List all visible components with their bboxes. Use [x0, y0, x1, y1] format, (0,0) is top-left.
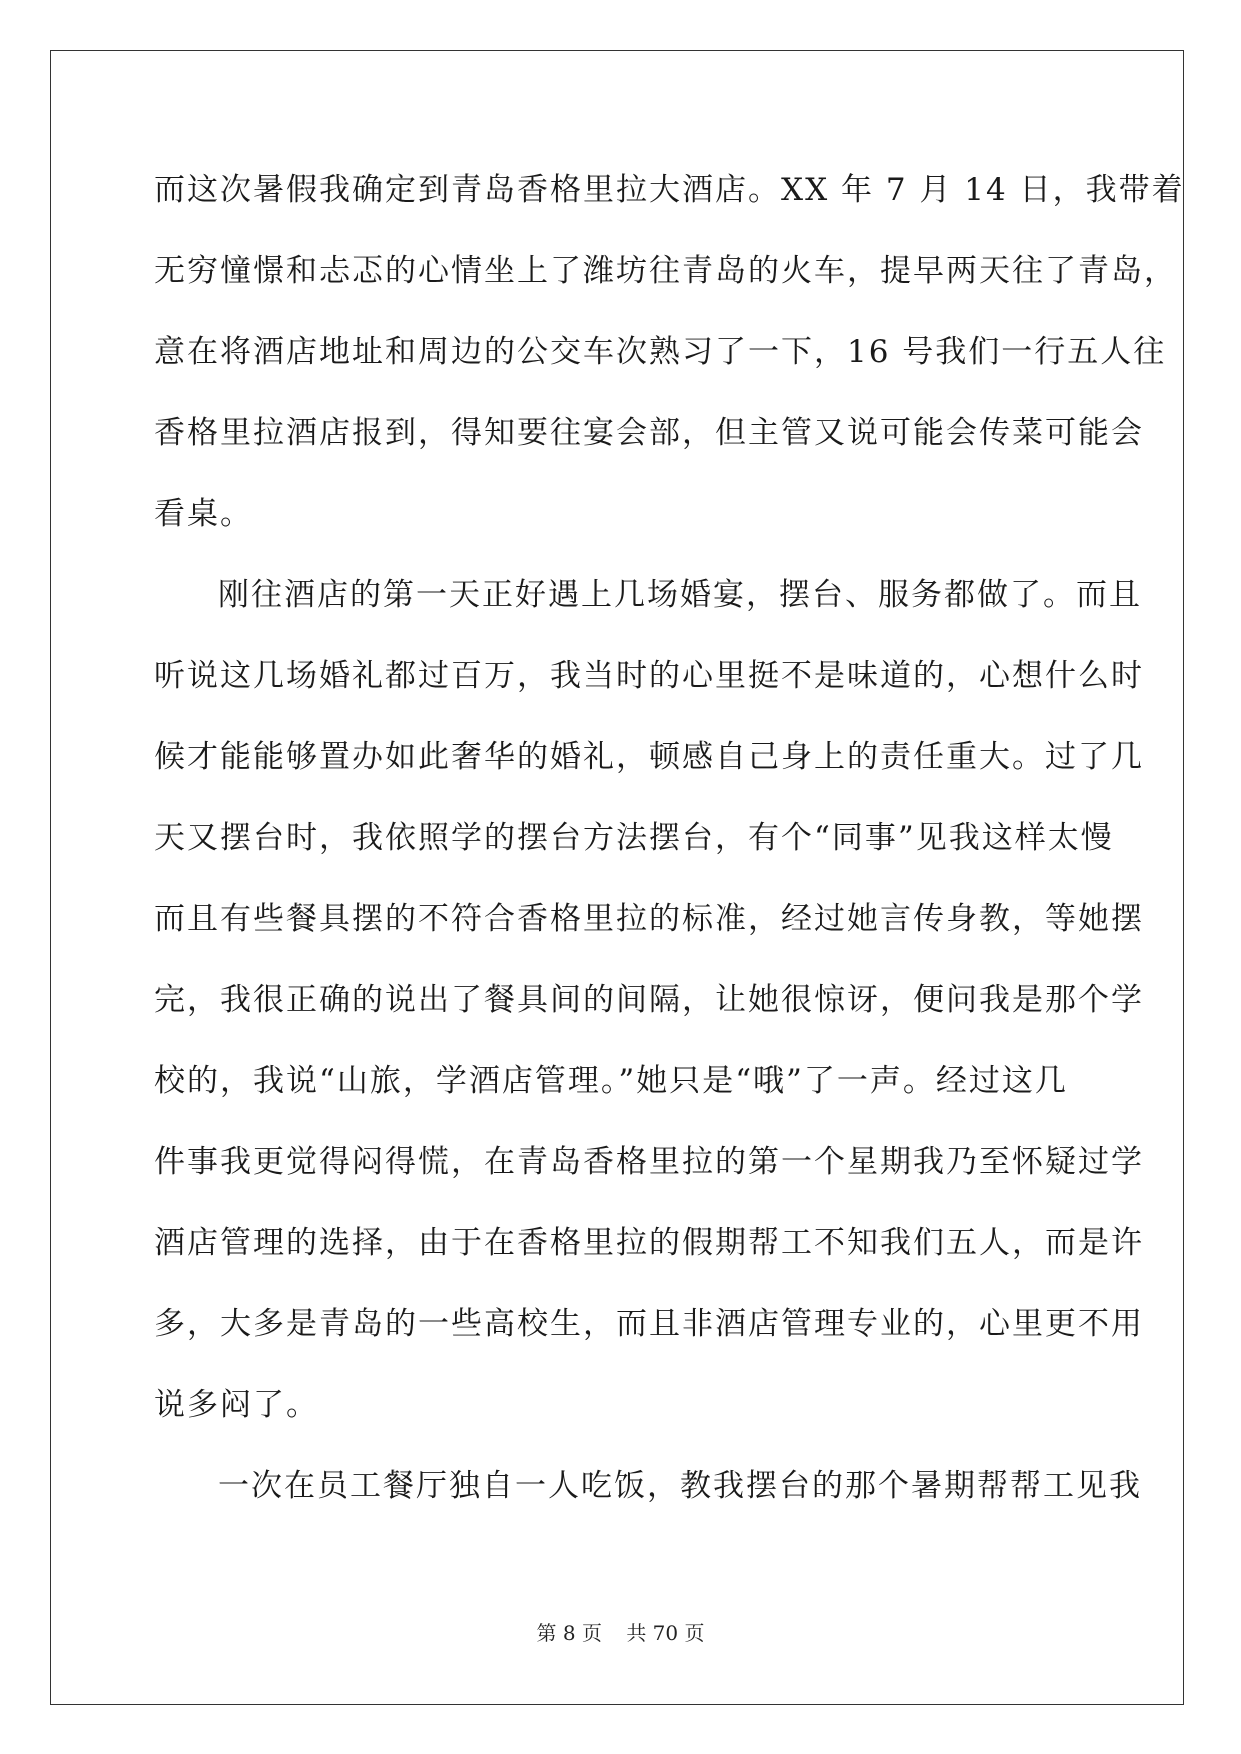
document-body [154, 164, 1185, 1541]
text-line: 说多闷了。 [154, 1387, 319, 1423]
text-line: 完，我很正确的说出了餐具间的间隔，让她很惊讶，便问我是那个学 [154, 982, 1144, 1018]
text-line: 刚往酒店的第一天正好遇上几场婚宴，摆台、服务都做了。而且 [218, 577, 1142, 613]
text-line: 而且有些餐具摆的不符合香格里拉的标准，经过她言传身教，等她摆 [154, 901, 1144, 937]
text-line: 香格里拉酒店报到，得知要往宴会部，但主管又说可能会传菜可能会 [154, 415, 1144, 451]
text-line: 一次在员工餐厅独自一人吃饭，教我摆台的那个暑期帮帮工见我 [218, 1468, 1142, 1504]
text-line: 件事我更觉得闷得慌，在青岛香格里拉的第一个星期我乃至怀疑过学 [154, 1144, 1144, 1180]
text-line: 听说这几场婚礼都过百万，我当时的心里挺不是味道的，心想什么时 [154, 658, 1144, 694]
text-line: 酒店管理的选择，由于在香格里拉的假期帮工不知我们五人，而是许 [154, 1225, 1144, 1261]
page-number-current: 第 8 页 [536, 1621, 602, 1645]
text-line: 看桌。 [154, 496, 253, 532]
page-number-total: 共 70 页 [626, 1621, 705, 1645]
text-line: 天又摆台时，我依照学的摆台方法摆台，有个“同事”见我这样太慢 [154, 820, 1114, 856]
text-line: 无穷憧憬和忐忑的心情坐上了潍坊往青岛的火车，提早两天往了青岛， [154, 253, 1177, 289]
text-line: 意在将酒店地址和周边的公交车次熟习了一下，16 号我们一行五人往 [154, 334, 1167, 370]
text-line: 多，大多是青岛的一些高校生，而且非酒店管理专业的，心里更不用 [154, 1306, 1144, 1342]
text-line: 校的，我说“山旅，学酒店管理。”她只是“哦”了一声。经过这几 [154, 1063, 1068, 1099]
page-footer [0, 1617, 1241, 1646]
text-line: 而这次暑假我确定到青岛香格里拉大酒店。XX 年 7 月 14 日，我带着 [154, 172, 1185, 208]
text-line: 候才能能够置办如此奢华的婚礼，顿感自己身上的责任重大。过了几 [154, 739, 1144, 775]
